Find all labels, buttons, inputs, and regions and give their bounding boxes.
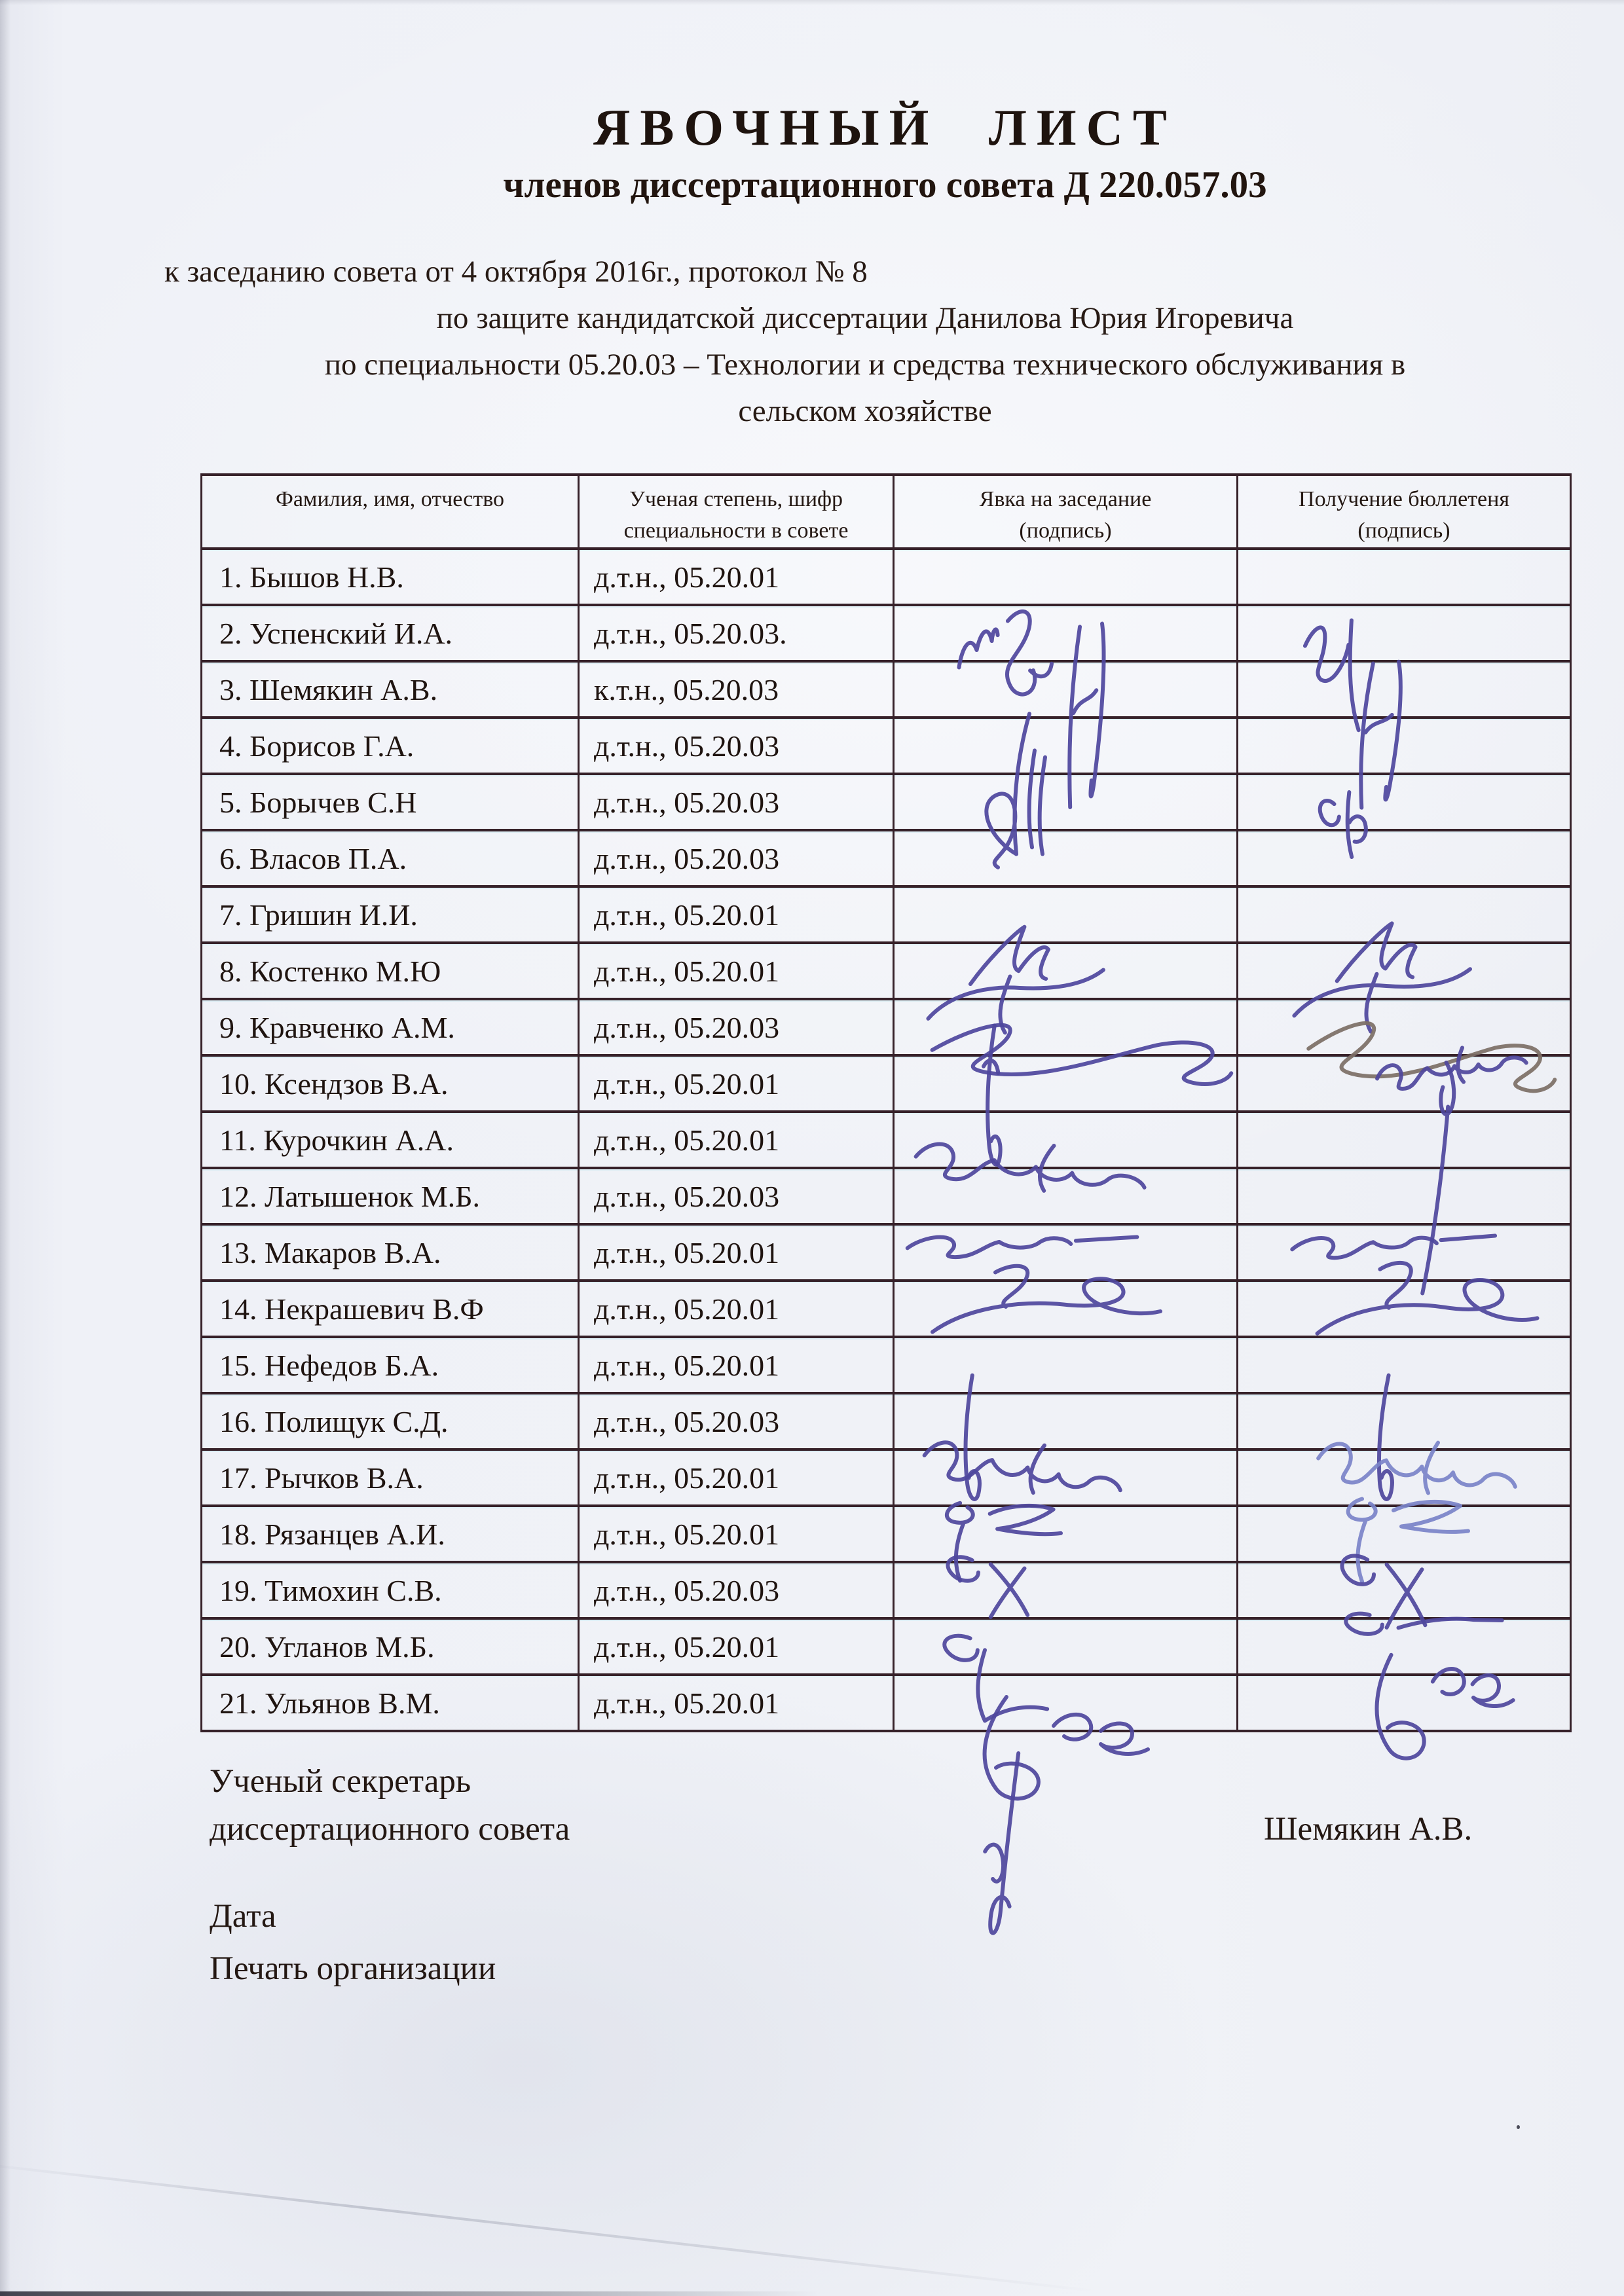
- member-degree-cell: д.т.н., 05.20.03: [579, 999, 894, 1055]
- table-row: [202, 830, 1571, 886]
- member-name-cell: 10. Ксендзов В.А.: [202, 1055, 579, 1112]
- secretary-role-line2: диссертационного совета: [210, 1811, 570, 1848]
- member-name-cell: 14. Некрашевич В.Ф: [202, 1281, 579, 1337]
- member-name-cell: 5. Борычев С.Н: [202, 774, 579, 830]
- member-name-cell: 20. Угланов М.Б.: [202, 1618, 579, 1675]
- member-name-cell: 21. Ульянов В.М.: [202, 1675, 579, 1731]
- table-row: [202, 774, 1571, 830]
- member-name-cell: 11. Курочкин А.А.: [202, 1112, 579, 1168]
- member-degree-cell: д.т.н., 05.20.03: [579, 1168, 894, 1224]
- table-row: [202, 1618, 1571, 1675]
- table-row: [202, 1112, 1571, 1168]
- attendance-signature-cell: [894, 1506, 1238, 1562]
- paper-crease: [0, 2160, 1099, 2293]
- attendance-signature-cell: [894, 718, 1238, 774]
- ballot-signature-cell: [1238, 1449, 1571, 1506]
- ballot-signature-cell: [1238, 1055, 1571, 1112]
- table-row: [202, 661, 1571, 718]
- member-degree-cell: д.т.н., 05.20.01: [579, 549, 894, 605]
- table-row: [202, 943, 1571, 999]
- member-degree-cell: д.т.н., 05.20.03: [579, 718, 894, 774]
- column-header-line: (подпись): [1019, 519, 1112, 543]
- member-name-cell: 17. Рычков В.А.: [202, 1449, 579, 1506]
- session-line-specialty-cont: сельском хозяйстве: [738, 394, 992, 428]
- table-row: [202, 718, 1571, 774]
- ballot-signature-cell: [1238, 1168, 1571, 1224]
- member-degree-cell: д.т.н., 05.20.01: [579, 1112, 894, 1168]
- ballot-signature-cell: [1238, 830, 1571, 886]
- member-degree-cell: д.т.н., 05.20.01: [579, 886, 894, 943]
- scan-artifact-dot: [1517, 2125, 1520, 2129]
- ballot-signature-cell: [1238, 1393, 1571, 1449]
- session-description: [164, 249, 1566, 435]
- attendance-signature-cell: [894, 661, 1238, 718]
- member-name-cell: 6. Власов П.А.: [202, 830, 579, 886]
- scan-edge-shadow: [0, 0, 10, 2296]
- column-header-3: [1238, 475, 1571, 549]
- attendance-signature-cell: [894, 1281, 1238, 1337]
- attendance-signature-cell: [894, 1618, 1238, 1675]
- attendance-signature-cell: [894, 1224, 1238, 1281]
- table-row: [202, 549, 1571, 605]
- attendance-signature-cell: [894, 1055, 1238, 1112]
- document-subtitle: членов диссертационного совета Д 220.057.03: [503, 164, 1267, 206]
- member-name-cell: 15. Нефедов Б.А.: [202, 1337, 579, 1393]
- ballot-signature-cell: [1238, 1618, 1571, 1675]
- member-degree-cell: д.т.н., 05.20.01: [579, 1449, 894, 1506]
- attendance-signature-cell: [894, 1168, 1238, 1224]
- member-degree-cell: д.т.н., 05.20.03: [579, 774, 894, 830]
- attendance-signature-cell: [894, 1393, 1238, 1449]
- table-row: [202, 886, 1571, 943]
- ballot-signature-cell: [1238, 1112, 1571, 1168]
- table-row: [202, 1449, 1571, 1506]
- table-row: [202, 1055, 1571, 1112]
- column-header-line: Получение бюллетеня: [1299, 487, 1509, 511]
- member-degree-cell: д.т.н., 05.20.01: [579, 1675, 894, 1731]
- secretary-role-line1: Ученый секретарь: [210, 1763, 471, 1800]
- member-degree-cell: д.т.н., 05.20.01: [579, 1618, 894, 1675]
- attendance-signature-cell: [894, 1562, 1238, 1618]
- sig-secretary: [956, 1749, 1067, 1946]
- member-degree-cell: д.т.н., 05.20.03: [579, 830, 894, 886]
- table-row: [202, 1675, 1571, 1731]
- member-degree-cell: д.т.н., 05.20.01: [579, 1224, 894, 1281]
- member-degree-cell: д.т.н., 05.20.01: [579, 1337, 894, 1393]
- ballot-signature-cell: [1238, 886, 1571, 943]
- table-row: [202, 1562, 1571, 1618]
- scan-bottom-edge: [0, 2291, 819, 2296]
- member-degree-cell: д.т.н., 05.20.03.: [579, 605, 894, 661]
- attendance-signature-cell: [894, 999, 1238, 1055]
- scan-edge-shadow-top: [0, 0, 1624, 5]
- member-name-cell: 9. Кравченко А.М.: [202, 999, 579, 1055]
- member-degree-cell: д.т.н., 05.20.01: [579, 1506, 894, 1562]
- attendance-signature-cell: [894, 830, 1238, 886]
- member-name-cell: 1. Бышов Н.В.: [202, 549, 579, 605]
- attendance-signature-cell: [894, 1449, 1238, 1506]
- attendance-signature-cell: [894, 886, 1238, 943]
- table-row: [202, 1506, 1571, 1562]
- attendance-table: [200, 473, 1572, 1732]
- ballot-signature-cell: [1238, 943, 1571, 999]
- column-header-line: Явка на заседание: [979, 487, 1152, 511]
- column-header-2: [894, 475, 1238, 549]
- attendance-signature-cell: [894, 774, 1238, 830]
- table-row: [202, 1337, 1571, 1393]
- session-line-specialty: по специальности 05.20.03 – Технологии и средства технического обслуживания в: [324, 348, 1406, 382]
- ballot-signature-cell: [1238, 1337, 1571, 1393]
- member-degree-cell: д.т.н., 05.20.01: [579, 1281, 894, 1337]
- member-name-cell: 7. Гришин И.И.: [202, 886, 579, 943]
- column-header-line: (подпись): [1357, 519, 1450, 543]
- column-header-line: Фамилия, имя, отчество: [275, 487, 505, 511]
- ballot-signature-cell: [1238, 1675, 1571, 1731]
- ballot-signature-cell: [1238, 661, 1571, 718]
- table-row: [202, 1281, 1571, 1337]
- column-header-1: [579, 475, 894, 549]
- table-row: [202, 605, 1571, 661]
- attendance-signature-cell: [894, 943, 1238, 999]
- member-name-cell: 13. Макаров В.А.: [202, 1224, 579, 1281]
- member-name-cell: 12. Латышенок М.Б.: [202, 1168, 579, 1224]
- member-degree-cell: д.т.н., 05.20.03: [579, 1562, 894, 1618]
- member-name-cell: 2. Успенский И.А.: [202, 605, 579, 661]
- ballot-signature-cell: [1238, 549, 1571, 605]
- ballot-signature-cell: [1238, 1506, 1571, 1562]
- attendance-signature-cell: [894, 1337, 1238, 1393]
- member-name-cell: 8. Костенко М.Ю: [202, 943, 579, 999]
- ballot-signature-cell: [1238, 1562, 1571, 1618]
- member-degree-cell: д.т.н., 05.20.03: [579, 1393, 894, 1449]
- table-row: [202, 1224, 1571, 1281]
- document-title: ЯВОЧНЫЙ ЛИСТ: [593, 99, 1177, 156]
- column-header-line: Ученая степень, шифр: [629, 487, 843, 511]
- ballot-signature-cell: [1238, 605, 1571, 661]
- session-line-defense: по защите кандидатской диссертации Данилова Юрия Игоревича: [436, 301, 1294, 335]
- ballot-signature-cell: [1238, 718, 1571, 774]
- member-name-cell: 4. Борисов Г.А.: [202, 718, 579, 774]
- secretary-name: Шемякин А.В.: [1264, 1811, 1473, 1848]
- member-rows: [202, 549, 1571, 1731]
- ballot-signature-cell: [1238, 1224, 1571, 1281]
- attendance-signature-cell: [894, 549, 1238, 605]
- column-header-0: [202, 475, 579, 549]
- member-degree-cell: д.т.н., 05.20.01: [579, 943, 894, 999]
- member-name-cell: 3. Шемякин А.В.: [202, 661, 579, 718]
- table-row: [202, 999, 1571, 1055]
- table-header-row: [202, 475, 1571, 549]
- member-name-cell: 19. Тимохин С.В.: [202, 1562, 579, 1618]
- table-row: [202, 1393, 1571, 1449]
- member-name-cell: 18. Рязанцев А.И.: [202, 1506, 579, 1562]
- session-line-protocol: к заседанию совета от 4 октября 2016г., протокол № 8: [164, 255, 868, 289]
- attendance-signature-cell: [894, 1112, 1238, 1168]
- column-header-line: специальности в совете: [623, 519, 849, 543]
- ballot-signature-cell: [1238, 999, 1571, 1055]
- table-row: [202, 1168, 1571, 1224]
- ballot-signature-cell: [1238, 774, 1571, 830]
- stamp-label: Печать организации: [210, 1950, 496, 1987]
- attendance-signature-cell: [894, 605, 1238, 661]
- attendance-signature-cell: [894, 1675, 1238, 1731]
- member-name-cell: 16. Полищук С.Д.: [202, 1393, 579, 1449]
- date-label: Дата: [210, 1898, 276, 1935]
- member-degree-cell: к.т.н., 05.20.03: [579, 661, 894, 718]
- member-degree-cell: д.т.н., 05.20.01: [579, 1055, 894, 1112]
- ballot-signature-cell: [1238, 1281, 1571, 1337]
